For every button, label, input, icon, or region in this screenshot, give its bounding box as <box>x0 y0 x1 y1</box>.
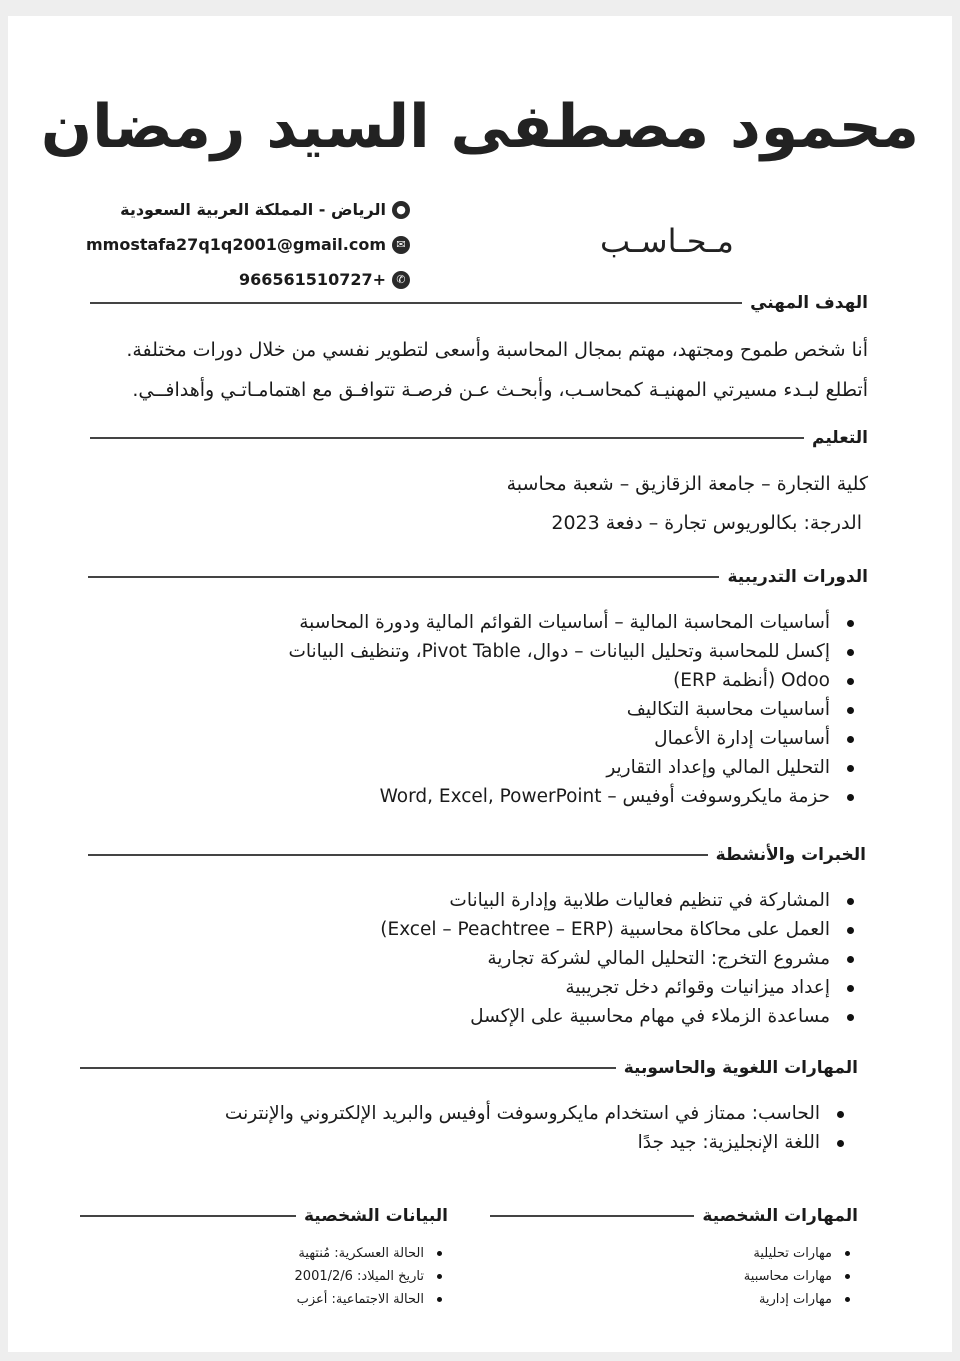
objective-line: أتطلع لبـدء مسيرتي المهنيـة كمحاسـب، وأبحـث عـن فرصـة تتوافـق مع اهتمامـاتـي وأهدافــي. <box>132 379 868 401</box>
list-item: مهارات محاسبية <box>744 1265 856 1288</box>
list-item: الحالة العسكرية: مُنتهية <box>295 1242 448 1265</box>
list-item: مساعدة الزملاء في مهام محاسبية على الإكسل <box>380 1002 860 1031</box>
list-item: مهارات إدارية <box>744 1288 856 1311</box>
divider <box>88 854 708 856</box>
education-line: كلية التجارة – جامعة الزقازيق – شعبة محاسبة <box>506 473 868 495</box>
list-item: اللغة الإنجليزية: جيد جدًا <box>225 1128 850 1157</box>
experience-list <box>380 886 860 1031</box>
list-item: أساسيات المحاسبة المالية – أساسيات القوائم المالية ودورة المحاسبة <box>288 608 860 637</box>
section-courses <box>88 567 868 587</box>
list-item: أساسيات محاسبة التكاليف <box>288 695 860 724</box>
list-item: التحليل المالي وإعداد التقارير <box>288 753 860 782</box>
divider <box>90 437 804 439</box>
contact-email <box>86 235 410 254</box>
list-item: مهارات تحليلية <box>744 1242 856 1265</box>
location-text: الرياض - المملكة العربية السعودية <box>120 200 386 219</box>
contact-phone <box>239 270 410 289</box>
phone-text: +966561510727 <box>239 270 386 289</box>
section-objective <box>90 293 868 313</box>
section-title: البيانات الشخصية <box>303 1206 448 1226</box>
skills-list <box>225 1099 850 1157</box>
section-personal-skills <box>490 1206 858 1226</box>
list-item: العمل على محاكاة محاسبية (Excel – Peachtree – ERP) <box>380 915 860 944</box>
list-item: مشروع التخرج: التحليل المالي لشركة تجارية <box>380 944 860 973</box>
section-experience <box>88 845 866 865</box>
divider <box>80 1215 296 1217</box>
list-item: تاريخ الميلاد: 2001/2/6 <box>295 1265 448 1288</box>
candidate-name: محمود مصطفى السيد رمضان <box>40 92 920 162</box>
phone-icon: ✆ <box>392 271 410 289</box>
list-item: المشاركة في تنظيم فعاليات طلابية وإدارة البيانات <box>380 886 860 915</box>
email-icon: ✉ <box>392 236 410 254</box>
email-text: mmostafa27q1q2001@gmail.com <box>85 235 386 254</box>
section-skills <box>80 1058 858 1078</box>
contact-location <box>120 200 410 219</box>
section-education <box>90 428 868 448</box>
list-item: إعداد ميزانيات وقوائم دخل تجريبية <box>380 973 860 1002</box>
divider <box>80 1067 616 1069</box>
section-title: المهارات الشخصية <box>702 1206 858 1226</box>
section-title: التعليم <box>812 428 868 448</box>
divider <box>90 302 742 304</box>
divider <box>88 576 719 578</box>
section-title: المهارات اللغوية والحاسوبية <box>623 1058 858 1078</box>
section-title: الهدف المهني <box>750 293 868 313</box>
courses-list <box>288 608 860 811</box>
education-text <box>507 465 868 543</box>
divider <box>490 1215 694 1217</box>
list-item: الحالة الاجتماعية: أعزب <box>295 1288 448 1311</box>
location-pin-icon: ● <box>392 201 410 219</box>
job-title: مـحـاسـب <box>600 222 734 260</box>
list-item: إكسل للمحاسبة وتحليل البيانات – دوال، Pivot Table، وتنظيف البيانات <box>288 637 860 666</box>
list-item: الحاسب: ممتاز في استخدام مايكروسوفت أوفيس والبريد الإلكتروني والإنترنت <box>225 1099 850 1128</box>
personal-data-list <box>295 1242 448 1311</box>
list-item: أساسيات إدارة الأعمال <box>288 724 860 753</box>
list-item: Odoo (أنظمة ERP) <box>288 666 860 695</box>
section-personal-data <box>80 1206 448 1226</box>
personal-skills-list <box>744 1242 856 1311</box>
objective-text <box>126 330 868 410</box>
education-line: الدرجة: بكالوريوس تجارة – دفعة 2023 <box>551 512 862 534</box>
section-title: الدورات التدريبية <box>727 567 868 587</box>
objective-line: أنا شخص طموح ومجتهد، مهتم بمجال المحاسبة وأسعى لتطوير نفسي من خلال دورات مختلفة. <box>126 339 868 361</box>
section-title: الخبرات والأنشطة <box>715 845 866 865</box>
list-item: حزمة مايكروسوفت أوفيس – Word, Excel, PowerPoint <box>288 782 860 811</box>
